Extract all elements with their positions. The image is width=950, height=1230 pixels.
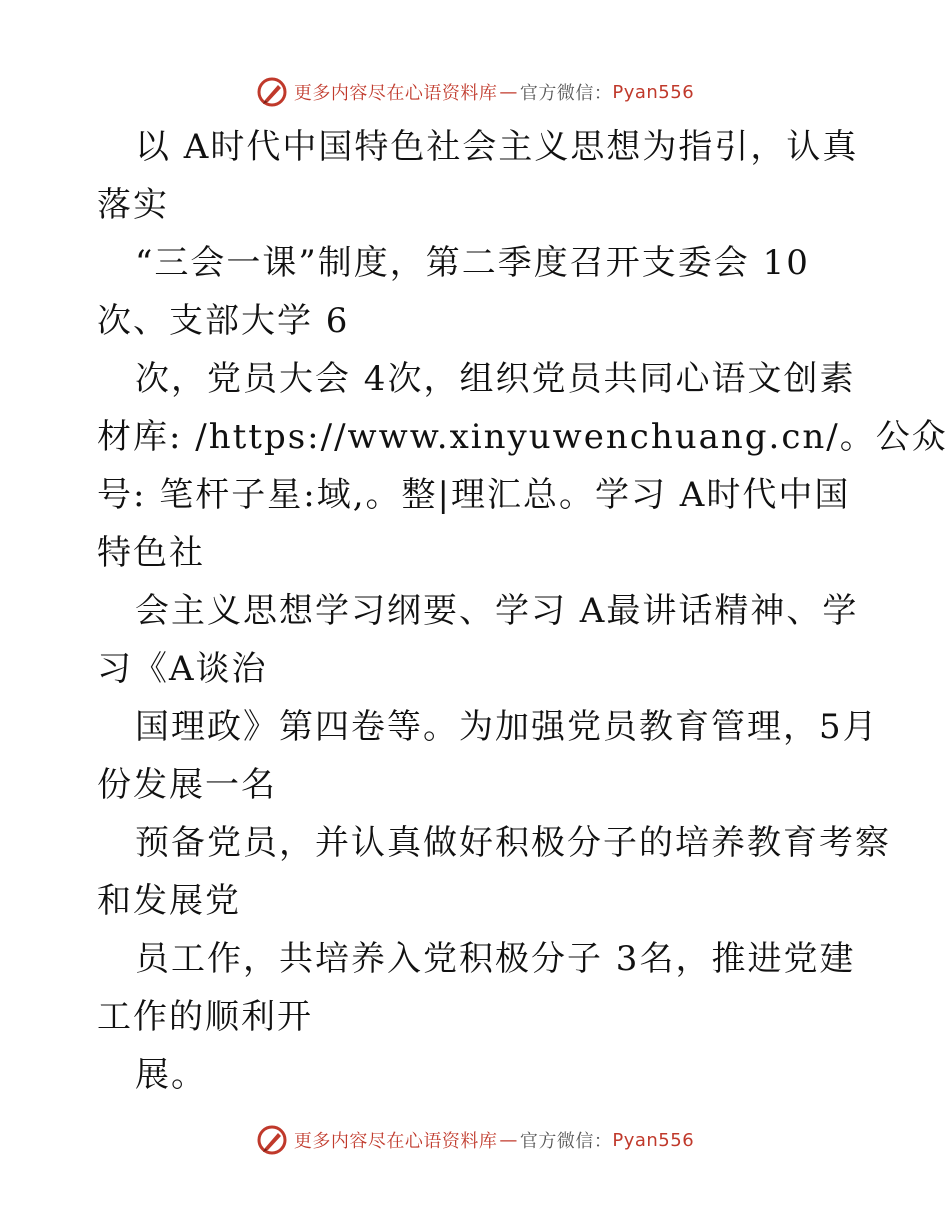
body-text-line: 会主义思想学习纲要、学习 A最讲话精神、学 xyxy=(135,591,859,631)
footer-wechat-id: Pyan556 xyxy=(612,1129,695,1151)
document-body xyxy=(97,118,948,1104)
pen-logo-icon xyxy=(256,1124,288,1156)
footer-site-text: 更多内容尽在心语资料库 xyxy=(293,1131,498,1152)
body-text-line: 以 A时代中国特色社会主义思想为指引，认真 xyxy=(135,127,859,167)
body-text-line: “三会一课”制度，第二季度召开支委会 10 xyxy=(135,243,810,283)
body-text-line: 号: 笔杆子星:域,。整|理汇总。学习 A时代中国 xyxy=(97,475,851,515)
header-banner xyxy=(0,72,950,112)
body-text-line: 落实 xyxy=(97,185,169,225)
body-text-line: 展。 xyxy=(135,1055,207,1095)
footer-wechat-label: 官方微信： xyxy=(519,1131,613,1152)
header-wechat-label: 官方微信： xyxy=(519,83,613,104)
header-site-text: 更多内容尽在心语资料库 xyxy=(293,83,498,104)
footer-banner xyxy=(0,1120,950,1160)
body-text-line: 工作的顺利开 xyxy=(97,997,313,1037)
body-text-line: 次，党员大会 4次，组织党员共同心语文创素 xyxy=(135,359,856,399)
body-text-line: 和发展党 xyxy=(97,881,241,921)
header-wechat-id: Pyan556 xyxy=(612,81,695,103)
body-text-line: 员工作，共培养入党积极分子 3名，推进党建 xyxy=(135,939,856,979)
body-text-line: 材库: /https://www.xinyuwenchuang.cn/。公众 xyxy=(97,417,948,457)
body-text-line: 特色社 xyxy=(97,533,205,573)
body-text-line: 预备党员，并认真做好积极分子的培养教育考察 xyxy=(135,823,891,863)
body-text-line: 习《A谈治 xyxy=(97,649,268,689)
body-text-line: 份发展一名 xyxy=(97,765,277,805)
footer-separator: — xyxy=(499,1129,518,1151)
body-text-line: 国理政》第四卷等。为加强党员教育管理，5月 xyxy=(135,707,879,747)
body-text-line: 次、支部大学 6 xyxy=(97,301,350,341)
pen-logo-icon xyxy=(256,76,288,108)
header-separator: — xyxy=(499,81,518,103)
